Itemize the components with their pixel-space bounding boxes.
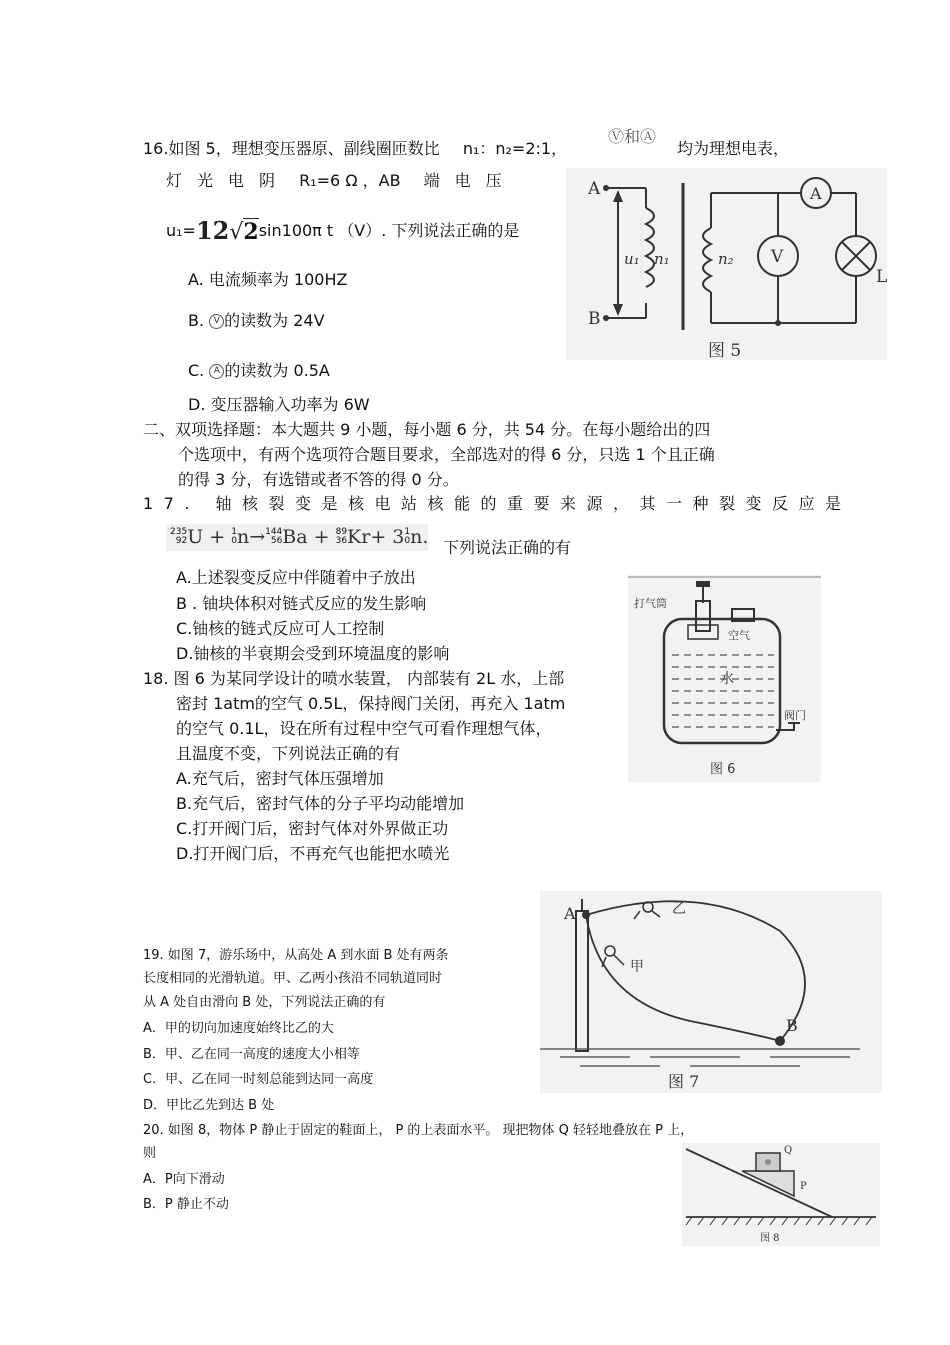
q19-stem-line2: 长度相同的光滑轨道。甲、乙两小孩沿不同轨道同时 xyxy=(143,971,443,986)
arrow-right-icon: → xyxy=(249,526,266,548)
figure-8 xyxy=(682,1143,880,1246)
q18-option-d: D.打开阀门后，不再充气也能把水喷光 xyxy=(176,844,450,863)
track-jia xyxy=(586,915,780,1041)
fig5-u1: u₁ xyxy=(624,250,640,268)
fig6-water-label: 水 xyxy=(720,671,734,687)
q18-stem-line2: 密封 1atm的空气 0.5L，保持阀门关闭，再充入 1atm xyxy=(176,694,566,713)
q17-option-d: D.铀核的半衰期会受到环境温度的影响 xyxy=(176,644,450,663)
q17-u-iso: 235 92 xyxy=(170,526,188,546)
q19-option-d: D．甲比乙先到达 B 处 xyxy=(143,1098,275,1113)
q16-formula-suffix: sin100π t （V）. 下列说法正确的是 xyxy=(258,221,520,240)
lamp-icon xyxy=(836,236,876,276)
child-jia-icon xyxy=(605,946,615,956)
q16-line2-a: 灯光电阴 xyxy=(166,171,291,190)
tower-icon xyxy=(576,911,588,1051)
section2-line3: 的得 3 分，有选错或者不答的得 0 分。 xyxy=(178,470,459,489)
fig7-label-b: B xyxy=(786,1016,798,1035)
q18-option-a: A.充气后，密封气体压强增加 xyxy=(176,769,384,788)
sqrt-icon: √ xyxy=(229,220,244,245)
q18-stem-line3: 的空气 0.1L，设在所有过程中空气可看作理想气体， xyxy=(176,719,552,738)
q19-option-c: C．甲、乙在同一时刻总能到达同一高度 xyxy=(143,1072,374,1087)
transformer-circuit-diagram xyxy=(566,168,887,360)
q17-eq-end: + 3 xyxy=(370,526,405,548)
q20-option-a: A．P向下滑动 xyxy=(143,1172,225,1187)
figure-6 xyxy=(628,575,821,782)
q16-root: 2 xyxy=(243,219,259,245)
q17-kr-iso: 89 36 xyxy=(335,526,348,546)
q16-u1-prefix: u₁= xyxy=(166,221,196,240)
fig5-label-a: A xyxy=(588,179,601,199)
q16-stem-line2 xyxy=(166,171,517,190)
q19-option-b: B．甲、乙在同一高度的速度大小相等 xyxy=(143,1047,360,1062)
fig7-yi: 乙 xyxy=(672,901,686,917)
q16-line1-end: 均为理想电表， xyxy=(677,139,790,158)
q18-option-b: B.充气后，密封气体的分子平均动能增加 xyxy=(176,794,465,813)
q17-stem-line1: 17. 轴核裂变是核电站核能的重要来源，其一种裂变反应是 xyxy=(143,494,852,513)
q16-voltage-formula xyxy=(166,217,519,246)
q17-kr: Kr xyxy=(347,526,371,548)
fig8-caption: 图 8 xyxy=(760,1233,780,1244)
q16-option-d: D. 变压器输入功率为 6W xyxy=(188,395,370,414)
fig5-meter-a: A xyxy=(810,184,822,203)
fig5-caption: 图 5 xyxy=(708,341,742,360)
q16-option-b xyxy=(188,311,325,330)
q18-stem-line1: 18. 图 6 为某同学设计的喷水装置， 内部装有 2L 水，上部 xyxy=(143,669,565,688)
q16-line2-c: 端电压 xyxy=(423,171,517,190)
water-level-lines xyxy=(672,655,774,727)
fig5-n1: n₁ xyxy=(654,250,670,268)
q19-stem-line3: 从 A 处自由滑向 B 处，下列说法正确的有 xyxy=(143,995,386,1010)
q18-stem-line4: 且温度不变，下列说法正确的有 xyxy=(176,744,401,763)
q17-option-a: A.上述裂变反应中伴随着中子放出 xyxy=(176,568,416,587)
fig5-lamp-label: L xyxy=(876,267,887,287)
q17-ba-iso: 144 56 xyxy=(265,526,283,546)
fig5-label-b: B xyxy=(588,309,601,329)
q16-line1-start: 16.如图 5，理想变压器原、副线圈匝数比 xyxy=(143,139,440,158)
fig6-caption: 图 6 xyxy=(710,762,736,777)
q16-option-a: A. 电流频率为 100HZ xyxy=(188,270,348,289)
q19-option-a: A．甲的切向加速度始终比乙的大 xyxy=(143,1021,334,1036)
child-yi-icon xyxy=(643,902,653,912)
block-p xyxy=(742,1171,794,1196)
fig6-air-label: 空气 xyxy=(728,629,750,642)
fig5-n2: n₂ xyxy=(718,250,734,268)
section2-line1: 二、双项选择题：本大题共 9 小题，每小题 6 分，共 54 分。在每小题给出的四 xyxy=(143,420,711,439)
q16-line2-b: R₁=6 Ω ，AB xyxy=(299,171,401,190)
voltmeter-icon: V xyxy=(209,314,224,329)
q17-eq-tail: n. xyxy=(410,526,429,548)
q17-after-equation: 下列说法正确的有 xyxy=(443,538,572,557)
q16-meters-symbol: Ⓥ和Ⓐ xyxy=(608,127,657,146)
fig8-label-p: P xyxy=(800,1181,807,1192)
fig7-caption: 图 7 xyxy=(668,1072,700,1091)
figure-5 xyxy=(566,168,887,360)
q17-u: U xyxy=(187,526,204,548)
fig6-pump-label: 打气筒 xyxy=(634,597,667,610)
fig6-valve-label: 阀门 xyxy=(784,709,806,722)
q19-stem-line1: 19. 如图 7，游乐场中，从高处 A 到水面 B 处有两条 xyxy=(143,948,449,963)
track-yi xyxy=(586,901,805,1041)
q16-option-c-text: 的读数为 0.5A xyxy=(224,361,330,380)
q18-option-c: C.打开阀门后，密封气体对外界做正功 xyxy=(176,819,449,838)
q16-stem-line1 xyxy=(143,139,567,158)
q16-turns-ratio: n₁：n₂=2:1， xyxy=(462,139,568,158)
q16-option-c xyxy=(188,361,330,380)
fig7-jia: 甲 xyxy=(630,959,644,975)
q20-stem-line1: 20. 如图 8，物体 P 静止于固定的鞋面上， P 的上表面水平。 现把物体 Q 轻轻地叠放在 P 上， xyxy=(143,1123,694,1138)
fig8-label-q: Q xyxy=(784,1145,793,1156)
q17-option-b: B . 铀块体积对链式反应的发生影响 xyxy=(176,594,427,613)
q16-option-b-prefix: B. xyxy=(188,311,205,330)
q20-option-b: B．P 静止不动 xyxy=(143,1197,229,1212)
q17-n-iso: 1 0 xyxy=(231,526,237,546)
ammeter-icon: A xyxy=(209,364,224,379)
q16-option-b-text: 的读数为 24V xyxy=(224,311,325,330)
pump-icon xyxy=(688,581,718,639)
q17-ba: Ba xyxy=(282,526,308,548)
q17-fission-equation: 235 92 U + 1 0 n→ 144 56 Ba + 89 36 Kr+ 3 1 0 n. xyxy=(166,524,428,551)
fig7-label-a: A xyxy=(564,904,576,923)
q20-stem-line2: 则 xyxy=(143,1146,157,1161)
figure-7 xyxy=(540,891,882,1093)
q16-coefficient: 12 xyxy=(195,216,230,245)
q17-option-c: C.铀核的链式反应可人工控制 xyxy=(176,619,385,638)
fig5-meter-v: V xyxy=(771,247,784,267)
section2-line2: 个选项中，有两个选项符合题目要求，全部选对的得 6 分，只选 1 个且正确 xyxy=(178,445,715,464)
q16-option-c-prefix: C. xyxy=(188,361,205,380)
